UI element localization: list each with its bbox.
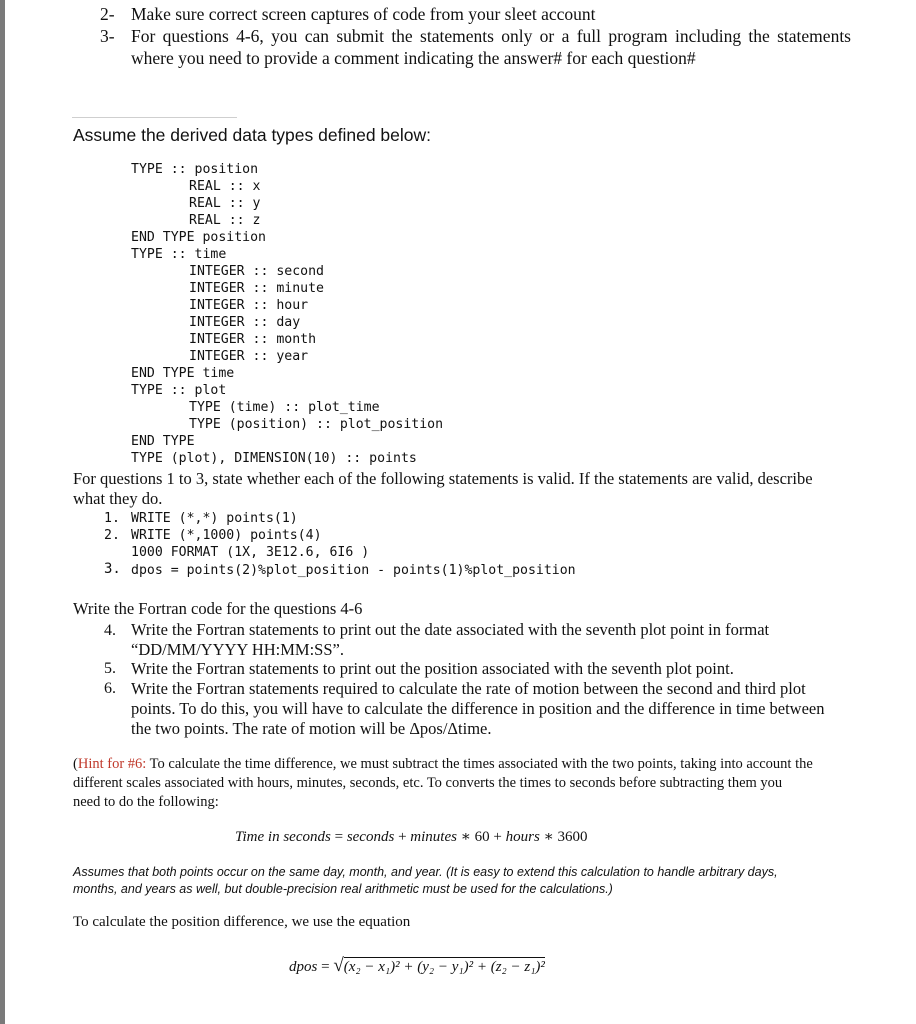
code-line: TYPE (time) :: plot_time [189, 400, 380, 415]
sqrt-icon: √ [333, 955, 344, 976]
formula-lhs: Time in seconds [235, 829, 331, 845]
code-line: INTEGER :: second [189, 264, 324, 279]
formula-multiply: ∗ [543, 829, 554, 845]
time-seconds-formula [235, 827, 588, 846]
intro-heading: Assume the derived data types defined below: [73, 125, 431, 145]
instruction-number: 2- [100, 4, 115, 24]
code-line: INTEGER :: year [189, 349, 309, 364]
questions-1-3-intro: For questions 1 to 3, state whether each of the following statements is valid. If the statements are valid, describe what they do. [73, 469, 813, 508]
code-line: REAL :: z [189, 213, 261, 228]
formula-term: seconds [346, 829, 395, 845]
hint-paragraph [73, 755, 813, 812]
code-line: INTEGER :: minute [189, 281, 324, 296]
instruction-text: For questions 4-6, you can submit the statements only or a full program including the statements where you need to provide a comment indicating the answer# for each question# [131, 26, 851, 68]
question-number: 6. [104, 680, 116, 697]
code-line: INTEGER :: month [189, 332, 317, 347]
code-line: TYPE :: time [131, 247, 227, 262]
question-number: 4. [104, 622, 116, 639]
formula-term: hours [505, 829, 540, 845]
question-number: 2. [104, 528, 120, 543]
question-text: Write the Fortran statements to print out the date associated with the seventh plot point in format “DD/MM/YYYY HH:MM:SS”. [131, 620, 770, 659]
code-line: TYPE :: plot [131, 383, 227, 398]
hint-label: Hint for #6: [77, 756, 147, 772]
formula-lhs: dpos [289, 959, 318, 975]
code-line: TYPE (plot), DIMENSION(10) :: points [131, 451, 417, 466]
questions-4-6-intro: Write the Fortran code for the questions 4-6 [73, 599, 363, 618]
formula-term: minutes [410, 829, 457, 845]
question-number: 3. [104, 561, 121, 577]
question-text: Write the Fortran statements to print out the position associated with the seventh plot point. [131, 659, 734, 678]
formula-number: 60 [474, 829, 490, 845]
code-line: REAL :: x [189, 179, 261, 194]
instruction-number: 3- [100, 26, 115, 46]
section-divider [72, 117, 237, 118]
code-line: INTEGER :: hour [189, 298, 309, 313]
formula-equals: = [334, 829, 344, 845]
window-left-border [0, 0, 5, 1024]
formula-multiply: ∗ [460, 829, 471, 845]
question-code: dpos = points(2)%plot_position - points(1)%plot_position [131, 563, 576, 578]
code-line: END TYPE time [131, 366, 235, 381]
instruction-text: Make sure correct screen captures of code from your sleet account [131, 4, 596, 24]
question-code: WRITE (*,*) points(1) [131, 511, 298, 526]
question-number: 5. [104, 660, 116, 677]
code-line: INTEGER :: day [189, 315, 301, 330]
question-number: 1. [104, 511, 120, 526]
formula-plus: + [493, 829, 502, 845]
code-line: REAL :: y [189, 196, 261, 211]
dpos-formula [289, 955, 545, 977]
question-code: WRITE (*,1000) points(4) [131, 528, 322, 543]
formula-equals: = [321, 959, 330, 975]
code-line: TYPE :: position [131, 162, 259, 177]
assumption-note: Assumes that both points occur on the same day, month, and year. (It is easy to extend this calculation to handle arbitrary days, months, and years as well, but double-precision real arithmetic must be used for the calculations.) [73, 865, 778, 896]
formula-number: 3600 [557, 829, 588, 845]
formula-plus: + [398, 829, 407, 845]
position-intro: To calculate the position difference, we use the equation [73, 914, 411, 930]
formula-radicand: (x₂ − x₁)² + (y₂ − y₁)² + (z₂ − z₁)² [343, 959, 545, 975]
question-code-format: 1000 FORMAT (1X, 3E12.6, 6I6 ) [131, 545, 370, 560]
code-line: END TYPE [131, 434, 195, 449]
question-text: Write the Fortran statements required to calculate the rate of motion between the second and third plot points. To do this, you will have to calculate the difference in position and the difference in time between the two points. The rate of motion will be Δpos/Δtime. [131, 679, 825, 738]
code-line: TYPE (position) :: plot_position [189, 417, 444, 432]
hint-open-paren: ( [73, 756, 78, 772]
code-line: END TYPE position [131, 230, 266, 245]
hint-text: To calculate the time difference, we must subtract the times associated with the two points, taking into account the different scales associated with hours, minutes, seconds, etc. To converts the times to seconds before subtracting them you need to do the following: [73, 756, 813, 810]
